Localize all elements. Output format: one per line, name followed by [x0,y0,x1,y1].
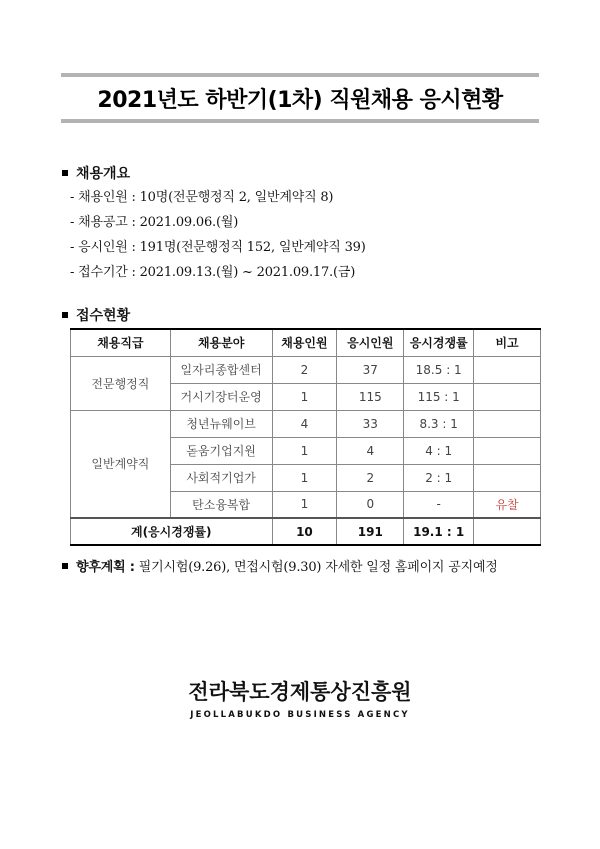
title-box [61,73,539,123]
column-header: 응시인원 [337,329,404,356]
grade-cell: 전문행정직 [71,356,171,410]
field-cell: 돋움기업지원 [170,437,272,464]
total-row [71,518,541,545]
column-header: 비고 [474,329,541,356]
field-cell: 청년뉴웨이브 [170,410,272,437]
hires-cell: 1 [272,464,337,491]
overview-item: - 채용공고 : 2021.09.06.(월) [70,215,239,230]
hires-cell: 1 [272,437,337,464]
square-bullet-icon [62,563,68,569]
note-cell [474,410,541,437]
ratio-cell: 8.3 : 1 [404,410,474,437]
hires-cell: 1 [272,383,337,410]
total-ratio: 19.1 : 1 [404,518,474,545]
hires-cell: 1 [272,491,337,518]
ratio-cell: 4 : 1 [404,437,474,464]
hires-cell: 2 [272,356,337,383]
overview-item: - 채용인원 : 10명(전문행정직 2, 일반계약직 8) [70,190,334,205]
overview-item: - 응시인원 : 191명(전문행정직 152, 일반계약직 39) [70,240,366,255]
applicants-cell: 33 [337,410,404,437]
future-plan [62,556,498,575]
ratio-cell: - [404,491,474,518]
column-header: 채용인원 [272,329,337,356]
note-cell [474,356,541,383]
square-bullet-icon [62,170,68,176]
status-table [70,328,541,546]
plan-label: 향후계획 : [76,560,135,575]
applicants-cell: 2 [337,464,404,491]
applicants-cell: 37 [337,356,404,383]
applicants-cell: 4 [337,437,404,464]
org-name-english: JEOLLABUKDO BUSINESS AGENCY [190,710,410,720]
table-row [71,356,541,383]
ratio-cell: 18.5 : 1 [404,356,474,383]
total-label: 계(응시경쟁률) [71,518,273,545]
overview-heading: 채용개요 [62,163,130,183]
total-hires: 10 [272,518,337,545]
field-cell: 거시기장터운영 [170,383,272,410]
column-header: 응시경쟁률 [404,329,474,356]
page-title: 2021년도 하반기(1차) 직원채용 응시현황 [97,87,503,113]
hires-cell: 4 [272,410,337,437]
note-cell [474,464,541,491]
square-bullet-icon [62,312,68,318]
field-cell: 탄소융복합 [170,491,272,518]
overview-item: - 접수기간 : 2021.09.13.(월) ~ 2021.09.17.(금) [70,265,356,280]
organization-logo [0,676,600,720]
column-header: 채용직급 [71,329,171,356]
note-cell [474,437,541,464]
total-applicants: 191 [337,518,404,545]
org-name-korean: 전라북도경제통상진흥원 [188,680,412,704]
column-header: 채용분야 [170,329,272,356]
applicants-cell: 115 [337,383,404,410]
total-note [474,518,541,545]
ratio-cell: 2 : 1 [404,464,474,491]
plan-text: 필기시험(9.26), 면접시험(9.30) 자세한 일정 홈페이지 공지예정 [138,560,498,575]
status-heading: 접수현황 [62,305,130,325]
note-cell: 유찰 [474,491,541,518]
note-cell [474,383,541,410]
field-cell: 사회적기업가 [170,464,272,491]
table-row [71,410,541,437]
table-header-row [71,329,541,356]
applicants-cell: 0 [337,491,404,518]
grade-cell: 일반계약직 [71,410,171,518]
field-cell: 일자리종합센터 [170,356,272,383]
ratio-cell: 115 : 1 [404,383,474,410]
